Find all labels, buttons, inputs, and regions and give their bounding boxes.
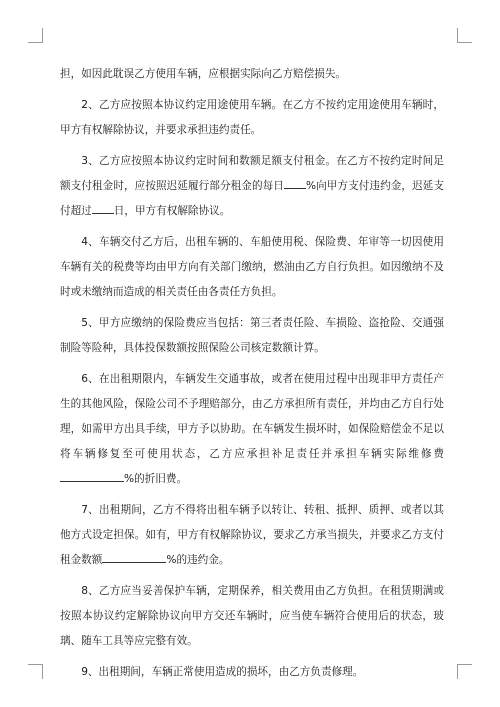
clause-3: [60, 149, 444, 224]
paragraph-text: 8、乙方应当妥善保护车辆，定期保养，相关费用由乙方负担。在租赁期满或按照本协议约定解除协议向甲方交还车辆时，应当使车辆符合使用后的状态，玻璃、随车工具等应完整有效。: [60, 585, 444, 647]
paragraph-text: 担，如因此耽误乙方使用车辆，应根据实际向乙方赔偿损失。: [60, 68, 347, 80]
paragraph-text: 4、车辆交付乙方后，出租车辆的、车船使用税、保险费、年审等一切因使用车辆有关的税费等均由甲方向有关部门缴纳，燃油由乙方自行负担。如因缴纳不及时或未缴纳而造成的相关责任由各责任方负担。: [60, 236, 444, 298]
clause-2: [60, 93, 444, 143]
clause-5: [60, 311, 444, 361]
fill-in-blank[interactable]: [102, 550, 166, 563]
paragraph-text: 7、出租期间，乙方不得将出租车辆予以转让、转租、抵押、质押、或者以其他方式设定担保。如有，甲方有权解除协议，要求乙方承当损失，并要求乙方支付租金数额: [60, 504, 444, 566]
crop-mark-top-right: [457, 28, 472, 43]
fill-in-blank[interactable]: [92, 201, 114, 214]
crop-mark-top-left: [28, 28, 43, 43]
clause-7: [60, 498, 444, 573]
paragraph-continuation: [60, 62, 444, 87]
paragraph-text: 6、在出租期限内，车辆发生交通事故，或者在使用过程中出现非甲方责任产生的其他风险，保险公司不予理赔部分，由乙方承担所有责任，并均由乙方自行处理，如需甲方出具手续，甲方予以协助。在车辆发生损坏时，如保险赔偿金不足以将车辆修复至可使用状态，乙方应承担补足责任并承担车辆实际维修费: [60, 373, 444, 460]
fill-in-blank[interactable]: [284, 176, 306, 189]
clause-6: [60, 367, 444, 492]
paragraph-text: %的违约金。: [166, 554, 230, 566]
paragraph-text: 3、乙方应按照本协议约定时间和数额足额支付租金。在乙方不按约定时间足额支付租金时，应按照迟延履行部分租金的每日: [60, 155, 444, 192]
paragraph-text: 9、出租期间，车辆正常使用造成的损坏，由乙方负责修理。: [81, 666, 364, 678]
clause-4: [60, 230, 444, 305]
paragraph-text: %的折旧费。: [124, 473, 188, 485]
paragraph-text: 5、甲方应缴纳的保险费应当包括：第三者责任险、车损险、盗抢险、交通强制险等险种，具体投保数额按照保险公司核定数额计算。: [60, 317, 444, 354]
paragraph-text: 2、乙方应按照本协议约定用途使用车辆。在乙方不按约定用途使用车辆时，甲方有权解除协议，并要求承担违约责任。: [60, 99, 444, 136]
document-body: [60, 62, 444, 691]
crop-mark-bottom-right: [457, 664, 472, 679]
clause-8: [60, 579, 444, 654]
fill-in-blank[interactable]: [60, 469, 124, 482]
paragraph-text: %向甲方支付违约金，迟延支付超过: [60, 180, 444, 217]
clause-9: [60, 660, 444, 685]
paragraph-text: 日，甲方有权解除协议。: [113, 205, 231, 217]
crop-mark-bottom-left: [28, 664, 43, 679]
